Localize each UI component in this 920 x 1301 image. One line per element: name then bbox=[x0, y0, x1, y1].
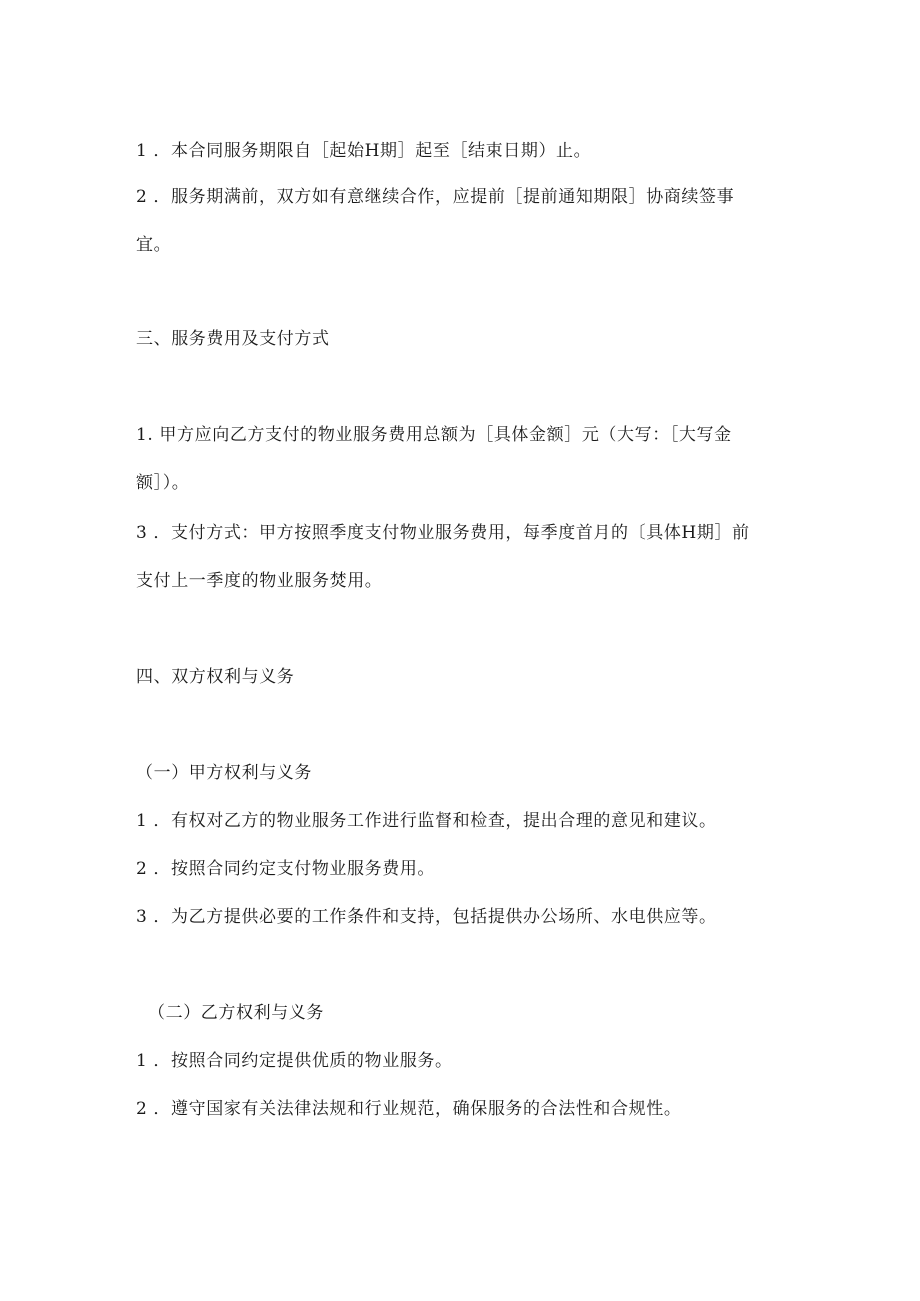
party-a-heading: （一）甲方权利与义务 bbox=[136, 763, 312, 783]
party-b-item-1: 1 ．按照合同约定提供优质的物业服务。 bbox=[136, 1051, 453, 1071]
party-b-heading: （二）乙方权利与义务 bbox=[148, 1003, 324, 1023]
term-item-2-line-1: 2 ．服务期满前，双方如有意继续合作，应提前［提前通知期限］协商续签事 bbox=[136, 187, 735, 207]
fee-item-3-line-2: 支付上一季度的物业服务焚用。 bbox=[136, 571, 383, 591]
fee-item-1-line-1: 1. 甲方应向乙方支付的物业服务费用总额为［具体金额］元（大写：［大写金 bbox=[136, 425, 732, 445]
section-4-heading: 四、双方权利与义务 bbox=[136, 667, 295, 687]
section-3-heading: 三、服务费用及支付方式 bbox=[136, 329, 330, 349]
term-item-1: 1 ．本合同服务期限自［起始H期］起至［结束日期）止。 bbox=[136, 141, 592, 161]
term-item-2-line-2: 宜。 bbox=[136, 235, 172, 255]
fee-item-1-line-2: 额］）。 bbox=[136, 473, 190, 493]
fee-item-3-line-1: 3 ．支付方式：甲方按照季度支付物业服务费用，每季度首月的〔具体H期］前 bbox=[136, 523, 750, 543]
party-a-item-3: 3 ．为乙方提供必要的工作条件和支持，包括提供办公场所、水电供应等。 bbox=[136, 907, 717, 927]
party-a-item-2: 2 ．按照合同约定支付物业服务费用。 bbox=[136, 859, 436, 879]
party-a-item-1: 1 ．有权对乙方的物业服务工作进行监督和检查，提出合理的意见和建议。 bbox=[136, 811, 717, 831]
party-b-item-2: 2 ．遵守国家有关法律法规和行业规范，确保服务的合法性和合规性。 bbox=[136, 1099, 682, 1119]
